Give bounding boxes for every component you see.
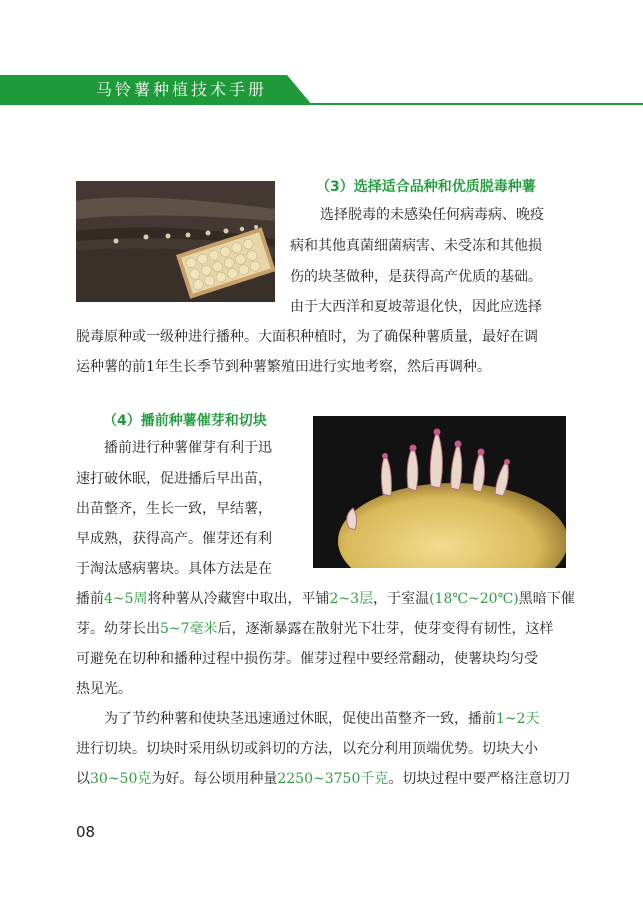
section-4-line-5: 于淘汰感病薯块。具体方法是在: [76, 561, 272, 577]
section-4-para2-line-3: 以30~50克为好。每公顷用种量2250~3750千克。切块过程中要严格注意切刀: [76, 771, 571, 787]
sprouting-potato-illustration: [313, 416, 566, 568]
section-4-line-6: 播前4~5周将种薯从冷藏窖中取出，平铺2~3层，于室温(18℃~20℃)黑暗下催: [76, 591, 575, 607]
section-3-line-6: 运种薯的前1年生长季节到种薯繁殖田进行实地考察，然后再调种。: [76, 359, 491, 375]
section-3-line-3: 伤的块茎做种，是获得高产优质的基础。: [290, 269, 542, 285]
section-4-line-2: 速打破休眠，促进播后早出苗，: [76, 471, 272, 487]
header-rule: [0, 103, 643, 105]
soil-planting-photo: [76, 181, 275, 302]
section-4-line-7: 芽。幼芽长出5~7毫米后，逐渐暴露在散射光下壮芽，使芽变得有韧性，这样: [76, 621, 554, 637]
section-4-para2-line-2: 进行切块。切块时采用纵切或斜切的方法，以充分利用顶端优势。切块大小: [76, 741, 538, 757]
section-3-line-5: 脱毒原种或一级种进行播种。大面积种植时，为了确保种薯质量，最好在调: [76, 329, 538, 345]
section-4-para2-line-1: 为了节约种薯和使块茎迅速通过休眠，促使出苗整齐一致，播前1~2天: [104, 711, 540, 727]
section-3-heading: （3）选择适合品种和优质脱毒种薯: [316, 179, 536, 195]
page-header-title: 马铃薯种植技术手册: [96, 80, 268, 99]
section-4-line-3: 出苗整齐，生长一致，早结薯，: [76, 501, 272, 517]
section-4-heading: （4）播前种薯催芽和切块: [103, 413, 267, 429]
section-4-line-9: 热见光。: [76, 681, 132, 697]
section-3-line-2: 病和其他真菌细菌病害、未受冻和其他损: [290, 238, 542, 254]
section-4-line-1: 播前进行种薯催芽有利于迅: [104, 440, 272, 456]
section-3-line-4: 由于大西洋和夏坡蒂退化快，因此应选择: [290, 299, 542, 315]
section-4-line-8: 可避免在切种和播种过程中损伤芽。催芽过程中要经常翻动，使薯块均匀受: [76, 651, 538, 667]
page-number: 08: [76, 823, 96, 841]
section-3-line-1: 选择脱毒的未感染任何病毒病、晚疫: [320, 207, 544, 223]
section-4-line-4: 早成熟，获得高产。催芽还有利: [76, 531, 272, 547]
soil-planting-illustration: [76, 181, 275, 302]
sprouting-potato-photo: [313, 416, 566, 568]
